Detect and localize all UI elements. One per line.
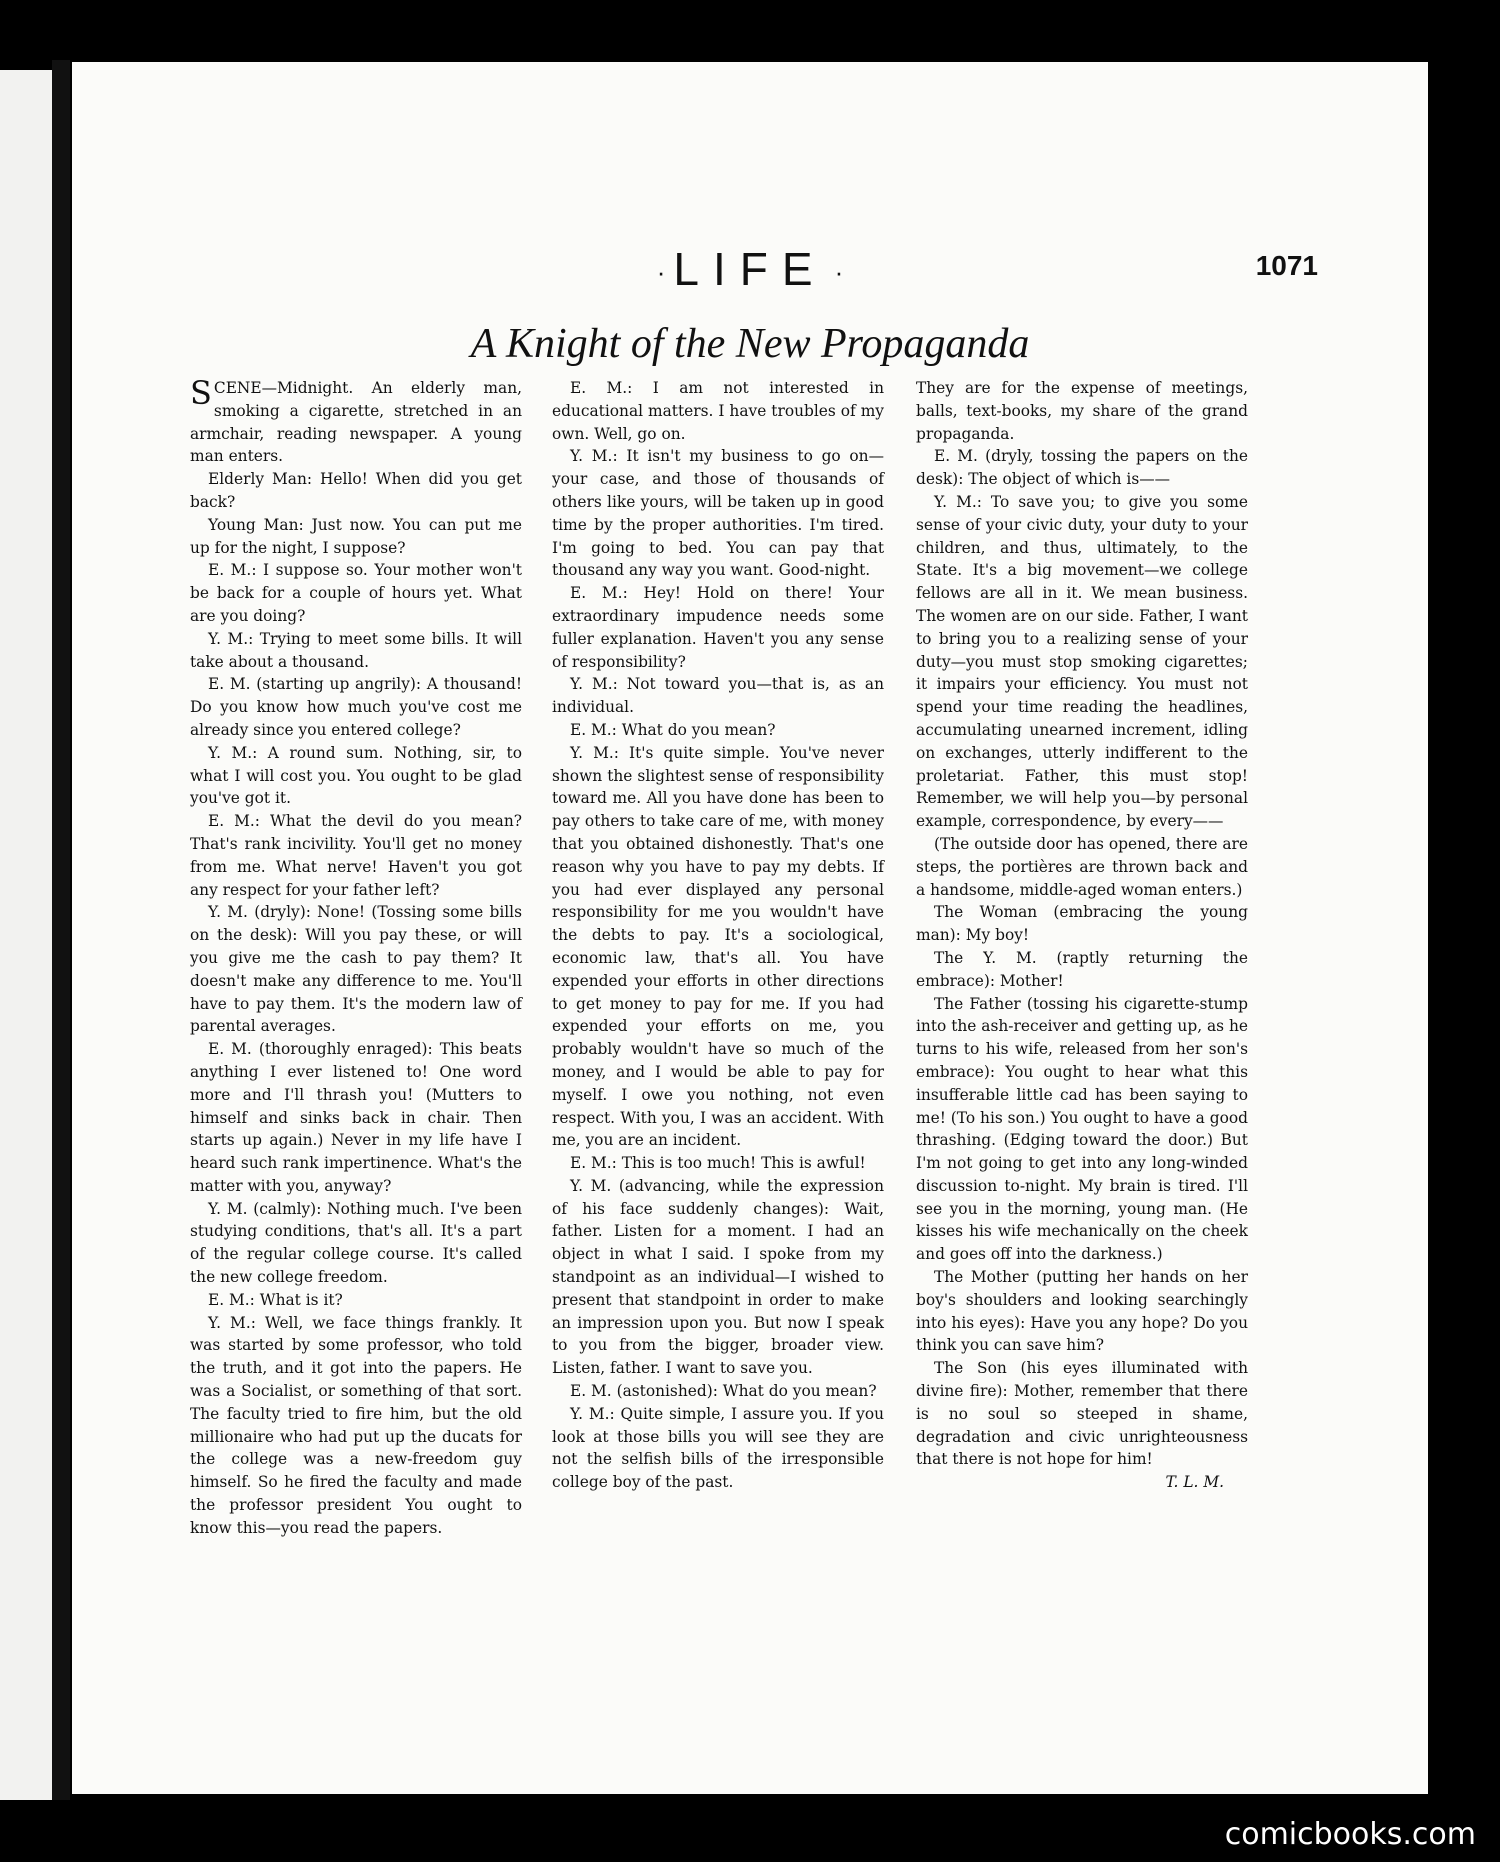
- paragraph: Y. M.: To save you; to give you some sense of your civic duty, your duty to your children, and thus, ultimately, to the State. It's a big movement—we college fellows are all in it. We mean business. The women are on our side. Father, I want to bring you to a realizing sense of your duty—you must stop smoking cigarettes; it impairs your efficiency. You must not spend your time reading the headlines, accumulating unearned increment, idling on exchanges, utterly indifferent to the proletariat. Father, this must stop! Remember, we will help you—by personal example, correspondence, by every——: [916, 492, 1248, 831]
- article-body: [190, 374, 1310, 1677]
- site-watermark: comicbooks.com: [1224, 1817, 1476, 1852]
- paragraph: E. M. (starting up angrily): A thousand! Do you know how much you've cost me already since you entered college?: [190, 675, 522, 739]
- paragraph: E. M.: This is too much! This is awful!: [570, 1154, 866, 1173]
- paragraph: The Woman (embracing the young man): My boy!: [916, 903, 1248, 945]
- paragraph: Y. M.: Not toward you—that is, as an individual.: [552, 675, 884, 717]
- paragraph: Elderly Man: Hello! When did you get back?: [190, 470, 522, 511]
- column-2: [552, 377, 884, 1494]
- paragraph: E. M. (dryly, tossing the papers on the desk): The object of which is——: [916, 447, 1248, 489]
- drop-cap: S: [190, 374, 212, 412]
- magazine-page: [72, 62, 1428, 1794]
- paragraph: (The outside door has opened, there are steps, the portières are thrown back and a handsome, middle-aged woman enters.): [916, 834, 1248, 899]
- paragraph: Y. M.: It isn't my business to go on—your case, and those of thousands of others like yours, will be taken up in good time by the proper authorities. I'm tired. I'm going to bed. You can pay that thousand any way you want. Good-night.: [552, 447, 884, 580]
- paragraph: E. M.: I suppose so. Your mother won't be back for a couple of hours yet. What are you doing?: [190, 561, 522, 625]
- page-gutter: [52, 60, 70, 1800]
- masthead-dot-right: ·: [834, 257, 844, 288]
- paragraph: The Mother (putting her hands on her boy's shoulders and looking searchingly into his eyes): Have you any hope? Do you think you can save him?: [916, 1268, 1248, 1355]
- adjacent-page-edge: [0, 70, 52, 1800]
- paragraph: They are for the expense of meetings, balls, text-books, my share of the grand propaganda.: [916, 379, 1248, 443]
- masthead-title: LIFE: [673, 243, 827, 295]
- paragraph: E. M. (astonished): What do you mean?: [570, 1382, 877, 1401]
- column-3: [916, 377, 1248, 1494]
- masthead-dot-left: ·: [656, 257, 666, 288]
- paragraph: Y. M. (advancing, while the expression of his face suddenly changes): Wait, father. Listen for a moment. I had an object in what I said. I spoke from my standpoint as an individual—I wished to present that standpoint in order to make an impression upon you. But now I speak to you from the bigger, broader view. Listen, father. I want to save you.: [552, 1176, 884, 1378]
- paragraph: E. M.: What is it?: [208, 1290, 343, 1309]
- paragraph: E. M.: Hey! Hold on there! Your extraordinary impudence needs some fuller explanation. Haven't you any sense of responsibility?: [552, 584, 884, 671]
- paragraph: Y. M.: A round sum. Nothing, sir, to what I will cost you. You ought to be glad you've got it.: [190, 743, 522, 808]
- paragraph: Y. M.: It's quite simple. You've never shown the slightest sense of responsibility toward me. All you have done has been to pay others to take care of me, with money that you obtained dishonestly. That's one reason why you have to pay my debts. If you had ever displayed any personal responsibility for me you wouldn't have the debts to pay. It's a sociological, economic law, that's all. You have expended your efforts in other directions to get money to pay for me. If you had expended your efforts on me, you probably wouldn't have so much of the money, and I would be able to pay for myself. I owe you nothing, not even respect. With you, I was an accident. With me, you are an incident.: [552, 743, 884, 1150]
- paragraph: Y. M.: Quite simple, I assure you. If you look at those bills you will see they are not the selfish bills of the irresponsible college boy of the past.: [552, 1404, 884, 1492]
- opening-text: CENE—Midnight. An elderly man, smoking a cigarette, stretched in an armchair, reading newspaper. A young man enters.: [190, 379, 522, 466]
- paragraph: E. M.: What do you mean?: [570, 720, 776, 739]
- author-signature: T. L. M.: [1165, 1473, 1224, 1492]
- paragraph: Young Man: Just now. You can put me up for the night, I suppose?: [190, 515, 522, 557]
- paragraph: The Father (tossing his cigarette-stump into the ash-receiver and getting up, as he turns to his wife, released from her son's embrace): You ought to hear what this insufferable little cad has been saying to me! (To his son.) You ought to have a good thrashing. (Edging toward the door.) But I'm not going to get into any long-winded discussion to-night. My brain is tired. I'll see you in the morning, young man. (He kisses his wife mechanically on the cheek and goes off into the darkness.): [916, 994, 1248, 1264]
- paragraph: The Y. M. (raptly returning the embrace): Mother!: [916, 948, 1248, 990]
- paragraph: E. M.: I am not interested in educational matters. I have troubles of my own. Well, go on.: [552, 379, 884, 443]
- article-title: A Knight of the New Propaganda: [470, 321, 1030, 367]
- paragraph: E. M. (thoroughly enraged): This beats anything I ever listened to! One word more and I'll thrash you! (Mutters to himself and sinks back in chair. Then starts up again.) Never in my life have I heard such rank impertinence. What's the matter with you, anyway?: [190, 1040, 522, 1195]
- page-number: 1071: [1255, 250, 1318, 281]
- paragraph: Y. M. (calmly): Nothing much. I've been studying conditions, that's all. It's a part of the regular college course. It's called the new college freedom.: [190, 1199, 522, 1287]
- masthead: [72, 242, 1428, 296]
- column-1: [190, 374, 522, 1540]
- paragraph: Y. M.: Trying to meet some bills. It will take about a thousand.: [190, 629, 522, 671]
- paragraph: Y. M.: Well, we face things frankly. It was started by some professor, who told the truth, and it got into the papers. He was a Socialist, or something of that sort. The faculty tried to fire him, but the old millionaire who had put up the ducats for the college was a new-freedom guy himself. So he fired the faculty and made the professor president You ought to know this—you read the papers.: [190, 1313, 522, 1537]
- paragraph: [190, 374, 522, 468]
- paragraph: Y. M. (dryly): None! (Tossing some bills on the desk): Will you pay these, or will you give me the cash to pay them? It doesn't make any difference to me. You'll have to pay them. It's the modern law of parental averages.: [190, 903, 522, 1036]
- paragraph: The Son (his eyes illuminated with divine fire): Mother, remember that there is no soul so steeped in shame, degradation and civic unrighteousness that there is not hope for him!: [916, 1359, 1248, 1469]
- paragraph: E. M.: What the devil do you mean? That's rank incivility. You'll get no money from me. What nerve! Haven't you got any respect for your father left?: [190, 812, 522, 899]
